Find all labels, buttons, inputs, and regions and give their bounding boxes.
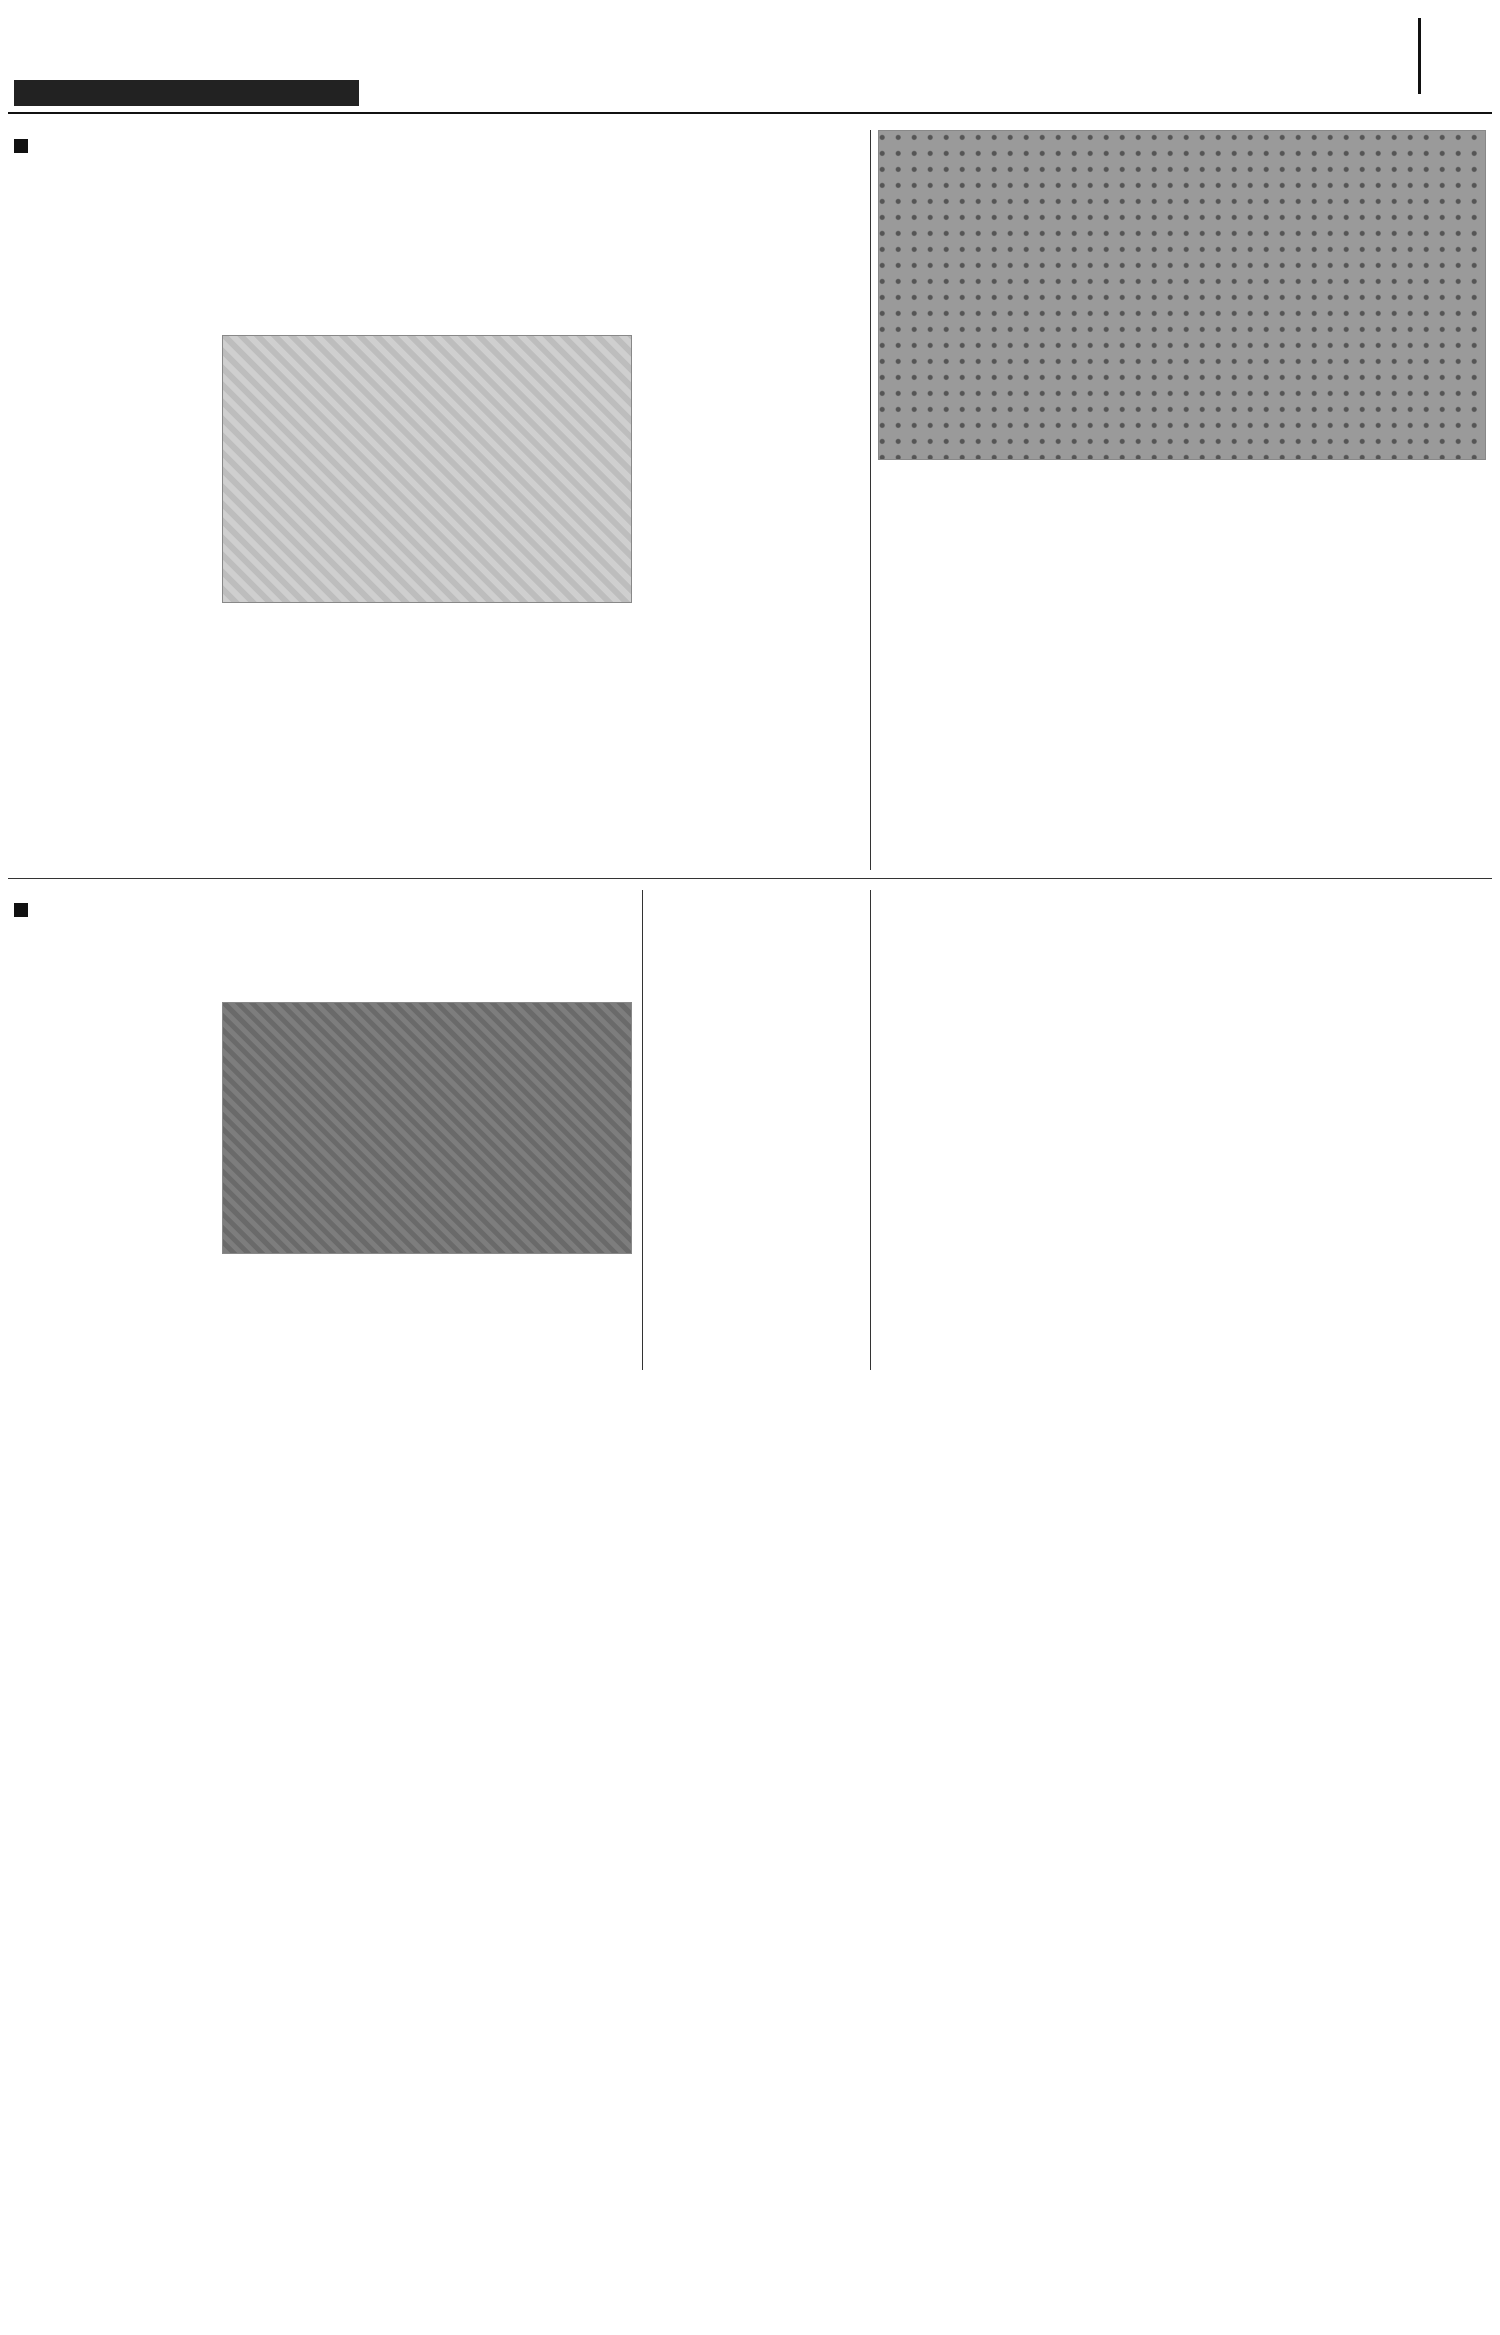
story3-col2 [222, 1262, 422, 1366]
story1-col4 [648, 335, 856, 865]
column-divider [870, 130, 871, 870]
story1-photo-idol [222, 335, 632, 603]
story4-body [652, 1025, 864, 1370]
story1-col3 [432, 642, 632, 867]
story3-col3 [432, 1262, 632, 1366]
story1-col1 [14, 340, 206, 860]
issue-date [14, 80, 359, 106]
page-section-title [912, 14, 1488, 98]
story2-col3 [1290, 620, 1486, 866]
story2-col1 [878, 644, 1068, 866]
story1-kicker [14, 132, 36, 156]
story3-col1 [14, 1030, 206, 1360]
header-divider [1418, 18, 1421, 94]
column-divider [870, 890, 871, 1370]
story1-col2 [222, 642, 422, 867]
story2-col2 [1082, 620, 1277, 866]
story2-photo-meeting [878, 130, 1486, 460]
column-divider [642, 890, 643, 1370]
top-rule [8, 112, 1492, 114]
story3-kicker [14, 896, 36, 920]
story3-photo-college-gate [222, 1002, 632, 1254]
section-divider [8, 878, 1492, 879]
